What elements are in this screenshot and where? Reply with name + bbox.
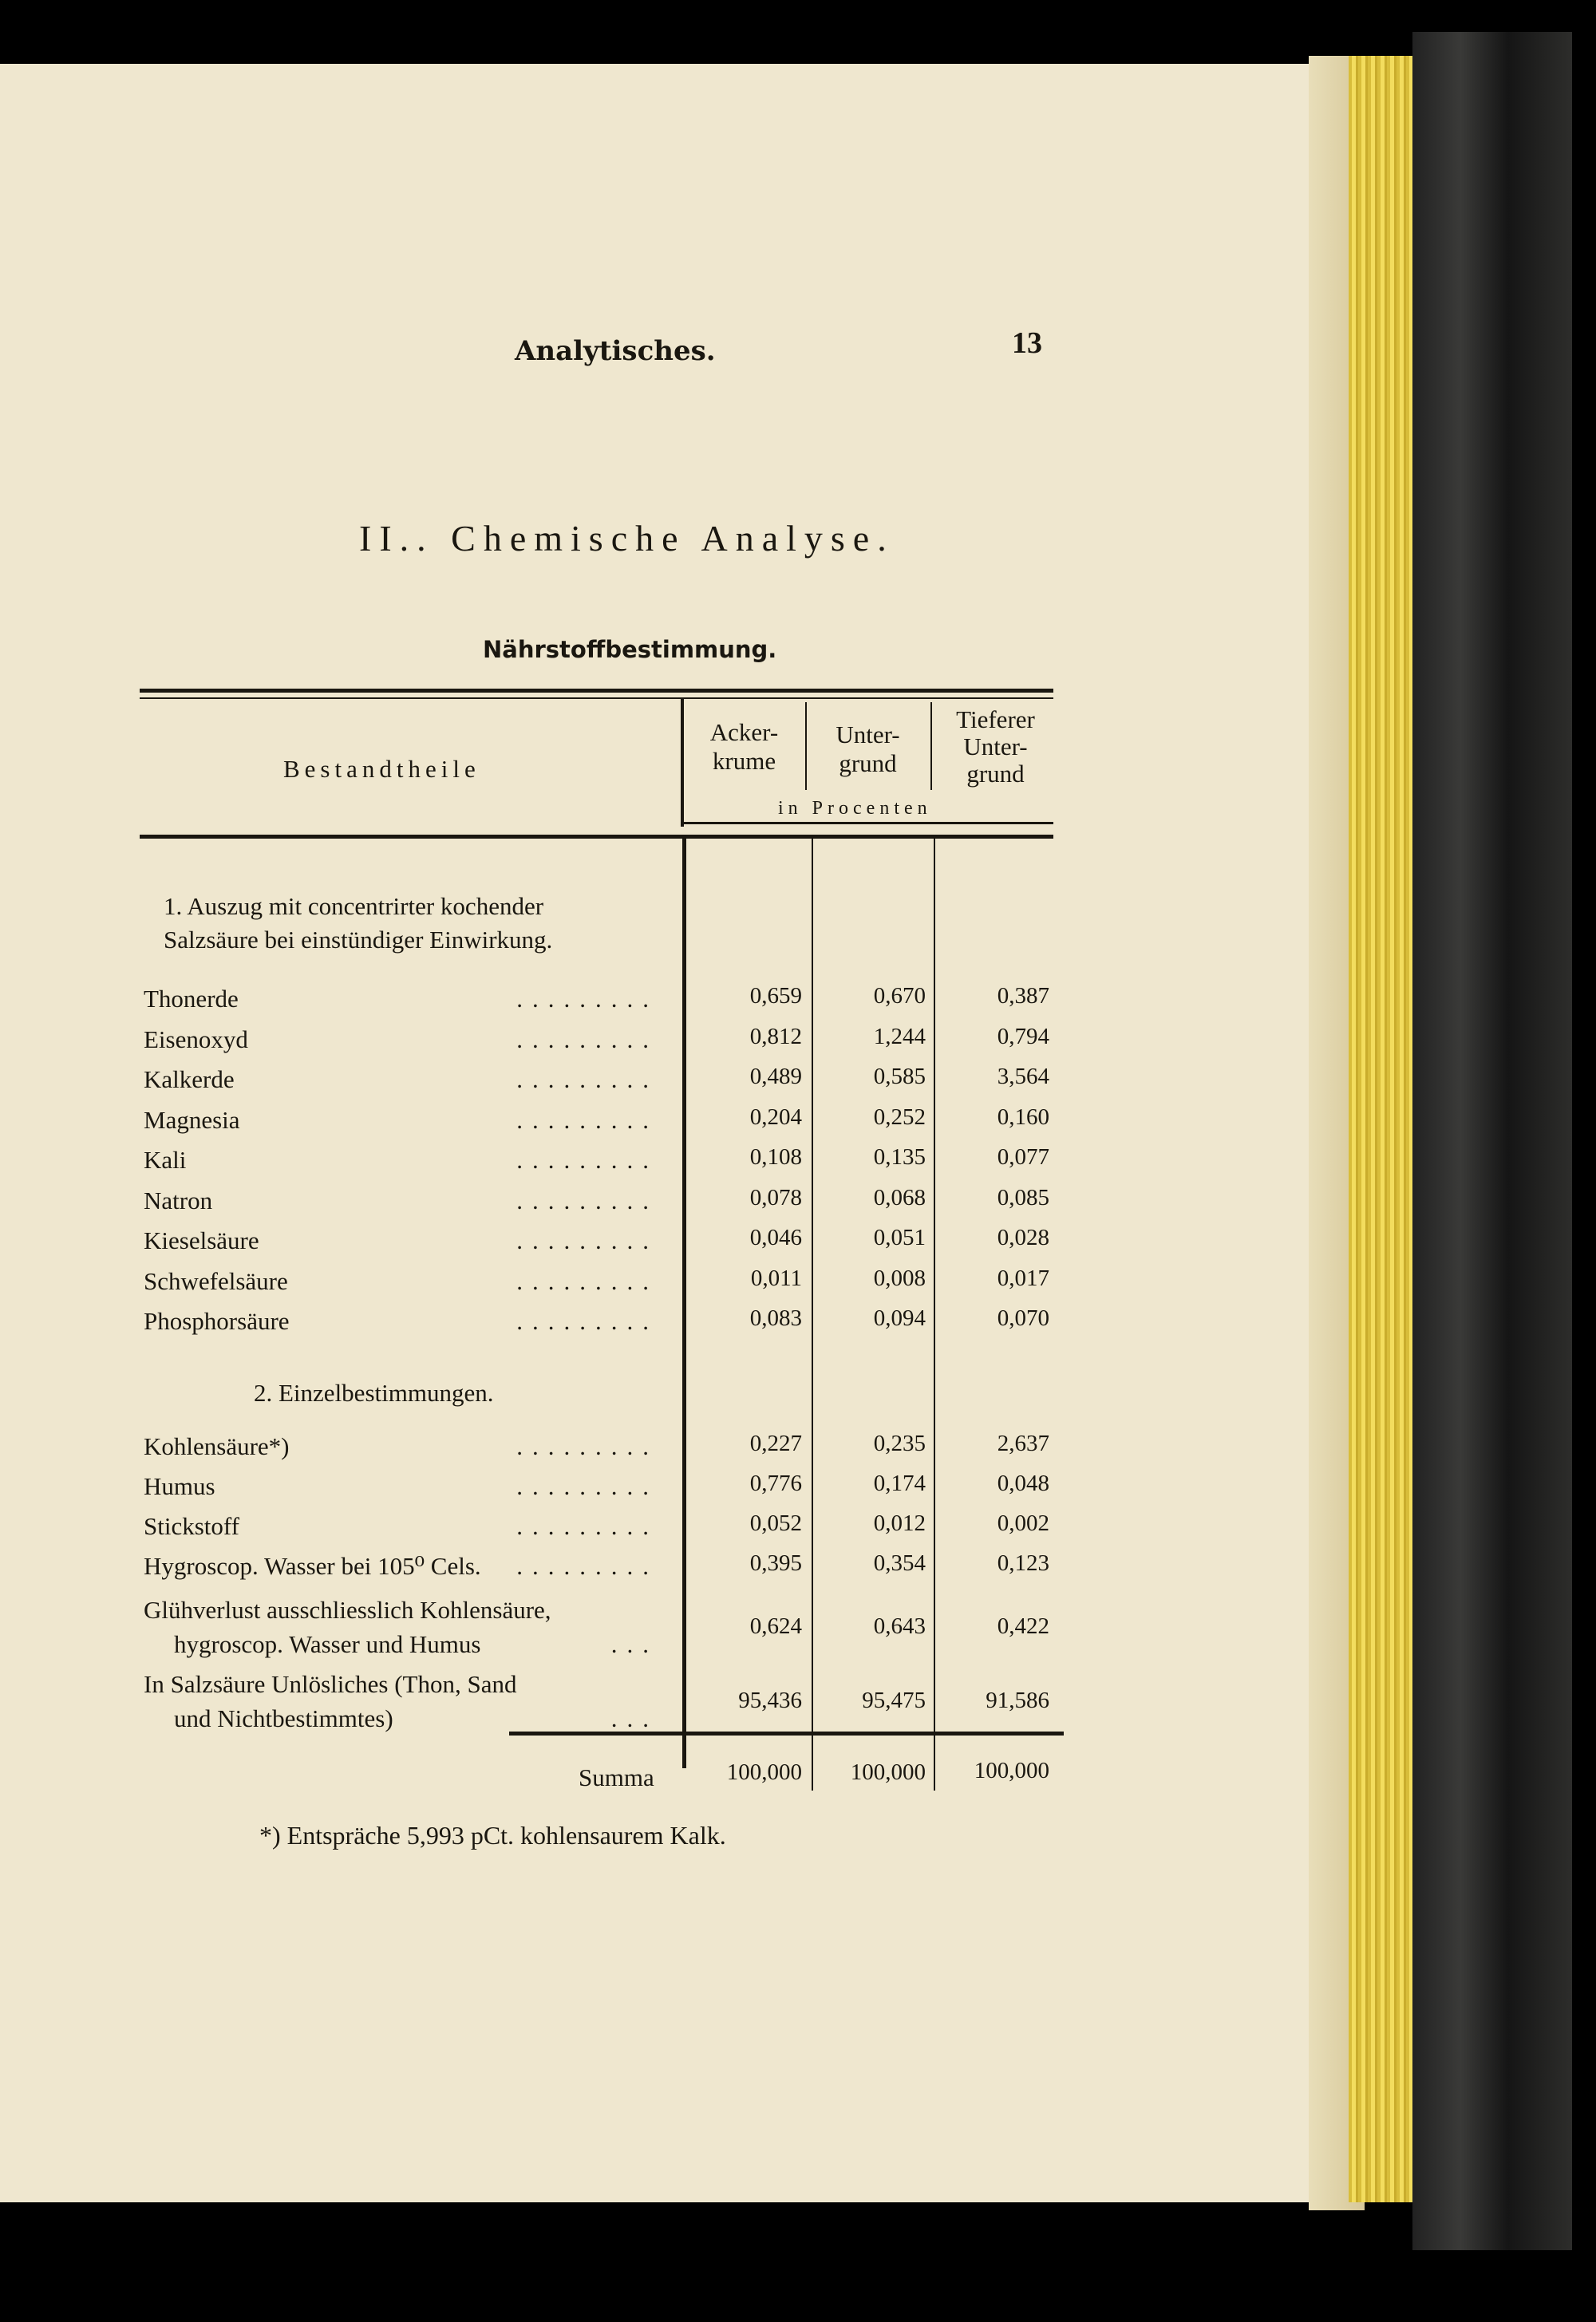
row-label: Kali [144, 1146, 187, 1174]
summa-ackerkrume: 100,000 [726, 1759, 802, 1785]
value-tieferer-untergrund: 0,017 [997, 1265, 1049, 1291]
table-top-rule-thin [140, 697, 1053, 699]
leader-dots: ......... [516, 1105, 658, 1134]
row-label-continued: und Nichtbestimmtes) [174, 1704, 393, 1732]
row-label: Kieselsäure [144, 1226, 259, 1254]
value-untergrund: 0,012 [873, 1510, 926, 1536]
value-ackerkrume: 0,108 [749, 1144, 802, 1170]
table-col-divider [812, 835, 813, 1736]
value-tieferer-untergrund: 0,028 [997, 1225, 1049, 1250]
row-label: Humus [144, 1472, 215, 1500]
value-tieferer-untergrund: 0,002 [997, 1510, 1049, 1536]
value-ackerkrume: 0,011 [750, 1265, 802, 1291]
unit-label: in Procenten [778, 798, 932, 819]
section-1-title-line1: 1. Auszug mit concentrirter kochender [164, 892, 544, 920]
value-tieferer-untergrund: 0,160 [997, 1104, 1049, 1130]
value-tieferer-untergrund: 0,085 [997, 1184, 1049, 1210]
page-edges [1349, 56, 1412, 2202]
leader-dots: ......... [516, 1552, 658, 1580]
row-label: Phosphorsäure [144, 1307, 290, 1335]
summa-rule [509, 1732, 1064, 1736]
value-ackerkrume: 0,227 [749, 1431, 802, 1456]
row-label: Stickstoff [144, 1512, 239, 1540]
leader-dots: ......... [516, 1226, 658, 1254]
value-tieferer-untergrund: 0,048 [997, 1471, 1049, 1496]
column-label: Bestandtheile [283, 755, 480, 783]
summa-untergrund: 100,000 [850, 1759, 926, 1785]
leader-dots: ......... [516, 1186, 658, 1214]
row-label-continued: hygroscop. Wasser und Humus [174, 1630, 481, 1658]
value-ackerkrume: 0,083 [749, 1305, 802, 1331]
row-label: Schwefelsäure [144, 1266, 288, 1295]
book-cover [1412, 32, 1572, 2250]
value-ackerkrume: 95,436 [738, 1688, 802, 1713]
summa-label: Summa [579, 1763, 654, 1791]
value-untergrund: 95,475 [862, 1688, 926, 1713]
value-untergrund: 0,008 [873, 1265, 926, 1291]
table-left-divider [682, 835, 686, 1768]
value-ackerkrume: 0,078 [749, 1184, 802, 1210]
header-col-divider [930, 702, 932, 790]
header-col-divider [805, 702, 807, 790]
summa-tieferer-untergrund: 100,000 [974, 1758, 1049, 1783]
leader-dots: ......... [516, 1307, 658, 1335]
value-ackerkrume: 0,052 [749, 1510, 802, 1536]
col-header-tieferer-untergrund: Tieferer Unter- grund [956, 705, 1035, 788]
value-tieferer-untergrund: 91,586 [986, 1688, 1049, 1713]
summa-col-divider [934, 1735, 935, 1791]
value-untergrund: 0,643 [873, 1613, 926, 1639]
leader-dots: ......... [516, 1266, 658, 1295]
value-ackerkrume: 0,489 [749, 1064, 802, 1089]
leader-dots: ......... [516, 1472, 658, 1500]
value-tieferer-untergrund: 0,077 [997, 1144, 1049, 1170]
header-divider [681, 699, 684, 827]
section-1-title-line2: Salzsäure bei einstündiger Einwirkung. [164, 926, 553, 954]
page-number: 13 [1012, 326, 1042, 360]
row-label: Kohlensäure*) [144, 1432, 290, 1460]
row-label: Thonerde [144, 985, 239, 1013]
row-label: Hygroscop. Wasser bei 105⁰ Cels. [144, 1552, 481, 1580]
value-ackerkrume: 0,776 [749, 1471, 802, 1496]
leader-dots: ......... [516, 985, 658, 1013]
leader-dots: ......... [516, 1512, 658, 1540]
value-ackerkrume: 0,812 [749, 1023, 802, 1049]
value-ackerkrume: 0,659 [749, 983, 802, 1009]
row-label: In Salzsäure Unlösliches (Thon, Sand [144, 1670, 517, 1698]
header-bottom-rule [140, 835, 1053, 839]
value-ackerkrume: 0,046 [749, 1225, 802, 1250]
row-label: Magnesia [144, 1105, 240, 1134]
value-untergrund: 0,354 [873, 1550, 926, 1576]
value-untergrund: 0,252 [873, 1104, 926, 1130]
value-tieferer-untergrund: 2,637 [997, 1431, 1049, 1456]
value-tieferer-untergrund: 3,564 [997, 1064, 1049, 1089]
leader-dots: ... [610, 1630, 658, 1658]
value-untergrund: 0,174 [873, 1471, 926, 1496]
col-header-ackerkrume: Acker- krume [709, 718, 779, 775]
section-2-title: 2. Einzelbestimmungen. [254, 1379, 494, 1407]
value-untergrund: 0,068 [873, 1184, 926, 1210]
row-label: Natron [144, 1186, 213, 1214]
value-untergrund: 0,670 [873, 983, 926, 1009]
value-tieferer-untergrund: 0,123 [997, 1550, 1049, 1576]
value-untergrund: 1,244 [873, 1023, 926, 1049]
section-heading: II.. Chemische Analyse. [359, 518, 895, 559]
table-top-rule [140, 689, 1053, 693]
row-label: Kalkerde [144, 1065, 235, 1093]
value-tieferer-untergrund: 0,794 [997, 1023, 1049, 1049]
value-tieferer-untergrund: 0,070 [997, 1305, 1049, 1331]
leader-dots: ......... [516, 1065, 658, 1093]
value-tieferer-untergrund: 0,387 [997, 983, 1049, 1009]
row-label: Glühverlust ausschliesslich Kohlensäure, [144, 1596, 551, 1624]
value-ackerkrume: 0,204 [749, 1104, 802, 1130]
value-tieferer-untergrund: 0,422 [997, 1613, 1049, 1639]
value-ackerkrume: 0,624 [749, 1613, 802, 1639]
value-untergrund: 0,235 [873, 1431, 926, 1456]
summa-col-divider [812, 1735, 813, 1791]
value-untergrund: 0,051 [873, 1225, 926, 1250]
table-col-divider [934, 835, 935, 1736]
col-header-untergrund: Unter- grund [836, 721, 900, 777]
footnote: *) Entspräche 5,993 pCt. kohlensaurem Kalk. [259, 1821, 726, 1850]
leader-dots: ......... [516, 1146, 658, 1174]
value-untergrund: 0,094 [873, 1305, 926, 1331]
running-head: Analytisches. [515, 335, 716, 367]
value-untergrund: 0,585 [873, 1064, 926, 1089]
row-label: Eisenoxyd [144, 1025, 248, 1053]
leader-dots: ......... [516, 1432, 658, 1460]
value-untergrund: 0,135 [873, 1144, 926, 1170]
subheading: Nährstoffbestimmung. [483, 636, 777, 663]
leader-dots: ... [610, 1704, 658, 1732]
value-ackerkrume: 0,395 [749, 1550, 802, 1576]
leader-dots: ......... [516, 1025, 658, 1053]
